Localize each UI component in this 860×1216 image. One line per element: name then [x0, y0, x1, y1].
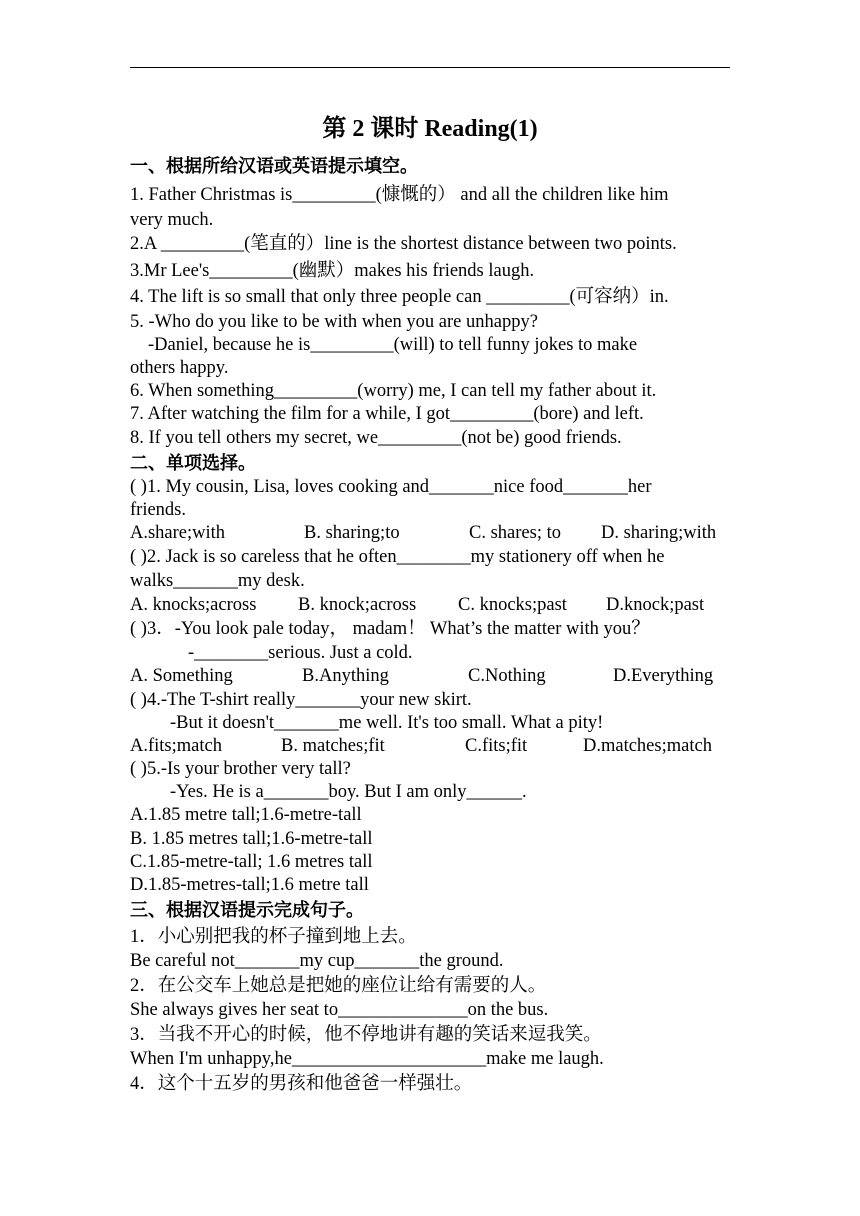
- q4-option-b: B. matches;fit: [281, 736, 385, 756]
- s1-line-5: 4. The lift is so small that only three people can _________(可容纳）in.: [130, 287, 669, 307]
- s3-line-4: She always gives her seat to______________on the bus.: [130, 1000, 549, 1020]
- q5-option-c: C.1.85-metre-tall; 1.6 metres tall: [130, 852, 373, 872]
- q1-option-a: A.share;with: [130, 523, 226, 543]
- q3-stem: ( )3．-You look pale today， madam！ What’s the matter with you？: [130, 619, 650, 639]
- s1-line-6: 5. -Who do you like to be with when you are unhappy?: [130, 312, 538, 332]
- q2-stem: ( )2. Jack is so careless that he often________my stationery off when he: [130, 547, 665, 567]
- q4-stem: ( )4.-The T-shirt really_______your new skirt.: [130, 690, 472, 710]
- q4-option-d: D.matches;match: [583, 736, 712, 756]
- q3-option-d: D.Everything: [613, 666, 714, 686]
- q5-option-b: B. 1.85 metres tall;1.6-metre-tall: [130, 829, 373, 849]
- header-rule: [130, 67, 730, 68]
- q2-option-d: D.knock;past: [606, 595, 705, 615]
- q3-option-b: B.Anything: [302, 666, 389, 686]
- q5-option-d: D.1.85-metres-tall;1.6 metre tall: [130, 875, 369, 895]
- q2-stem-cont: walks_______my desk.: [130, 571, 305, 591]
- s1-line-2: very much.: [130, 210, 214, 230]
- q4-option-a: A.fits;match: [130, 736, 222, 756]
- s1-line-7: -Daniel, because he is_________(will) to tell funny jokes to make: [148, 335, 638, 355]
- q2-option-c: C. knocks;past: [458, 595, 567, 615]
- q2-option-b: B. knock;across: [298, 595, 417, 615]
- q1-stem: ( )1. My cousin, Lisa, loves cooking and_______nice food_______her: [130, 477, 652, 497]
- s3-line-7: 4．这个十五岁的男孩和他爸爸一样强壮。: [130, 1074, 473, 1094]
- q3-stem-cont: -________serious. Just a cold.: [188, 643, 413, 663]
- s1-line-1: 1. Father Christmas is_________(慷慨的） and all the children like him: [130, 185, 669, 205]
- s1-line-11: 8. If you tell others my secret, we_________(not be) good friends.: [130, 428, 622, 448]
- q1-option-d: D. sharing;with: [601, 523, 717, 543]
- s1-line-10: 7. After watching the film for a while, I got_________(bore) and left.: [130, 404, 644, 424]
- s1-line-3: 2.A _________(笔直的）line is the shortest distance between two points.: [130, 234, 677, 254]
- s3-line-5: 3．当我不开心的时候，他不停地讲有趣的笑话来逗我笑。: [130, 1025, 602, 1045]
- q4-stem-cont: -But it doesn't_______me well. It's too small. What a pity!: [170, 713, 604, 733]
- section-3-heading: 三、根据汉语提示完成句子。: [130, 900, 364, 920]
- q1-option-b: B. sharing;to: [304, 523, 400, 543]
- s3-line-6: When I'm unhappy,he_____________________make me laugh.: [130, 1049, 604, 1069]
- q5-option-a: A.1.85 metre tall;1.6-metre-tall: [130, 805, 362, 825]
- q3-option-c: C.Nothing: [468, 666, 546, 686]
- q1-stem-cont: friends.: [130, 500, 186, 520]
- s3-line-3: 2．在公交车上她总是把她的座位让给有需要的人。: [130, 976, 547, 996]
- q1-option-c: C. shares; to: [469, 523, 561, 543]
- s3-line-2: Be careful not_______my cup_______the ground.: [130, 951, 504, 971]
- q4-option-c: C.fits;fit: [465, 736, 528, 756]
- section-2-heading: 二、单项选择。: [130, 453, 256, 473]
- q2-option-a: A. knocks;across: [130, 595, 257, 615]
- q3-option-a: A. Something: [130, 666, 233, 686]
- page-title: 第 2 课时 Reading(1): [322, 116, 538, 142]
- s1-line-8: others happy.: [130, 358, 229, 378]
- section-1-heading: 一、根据所给汉语或英语提示填空。: [130, 156, 418, 176]
- q5-stem-cont: -Yes. He is a_______boy. But I am only______.: [170, 782, 527, 802]
- s1-line-9: 6. When something_________(worry) me, I can tell my father about it.: [130, 381, 657, 401]
- q5-stem: ( )5.-Is your brother very tall?: [130, 759, 351, 779]
- s3-line-1: 1．小心别把我的杯子撞到地上去。: [130, 927, 417, 947]
- s1-line-4: 3.Mr Lee's_________(幽默）makes his friends laugh.: [130, 261, 535, 281]
